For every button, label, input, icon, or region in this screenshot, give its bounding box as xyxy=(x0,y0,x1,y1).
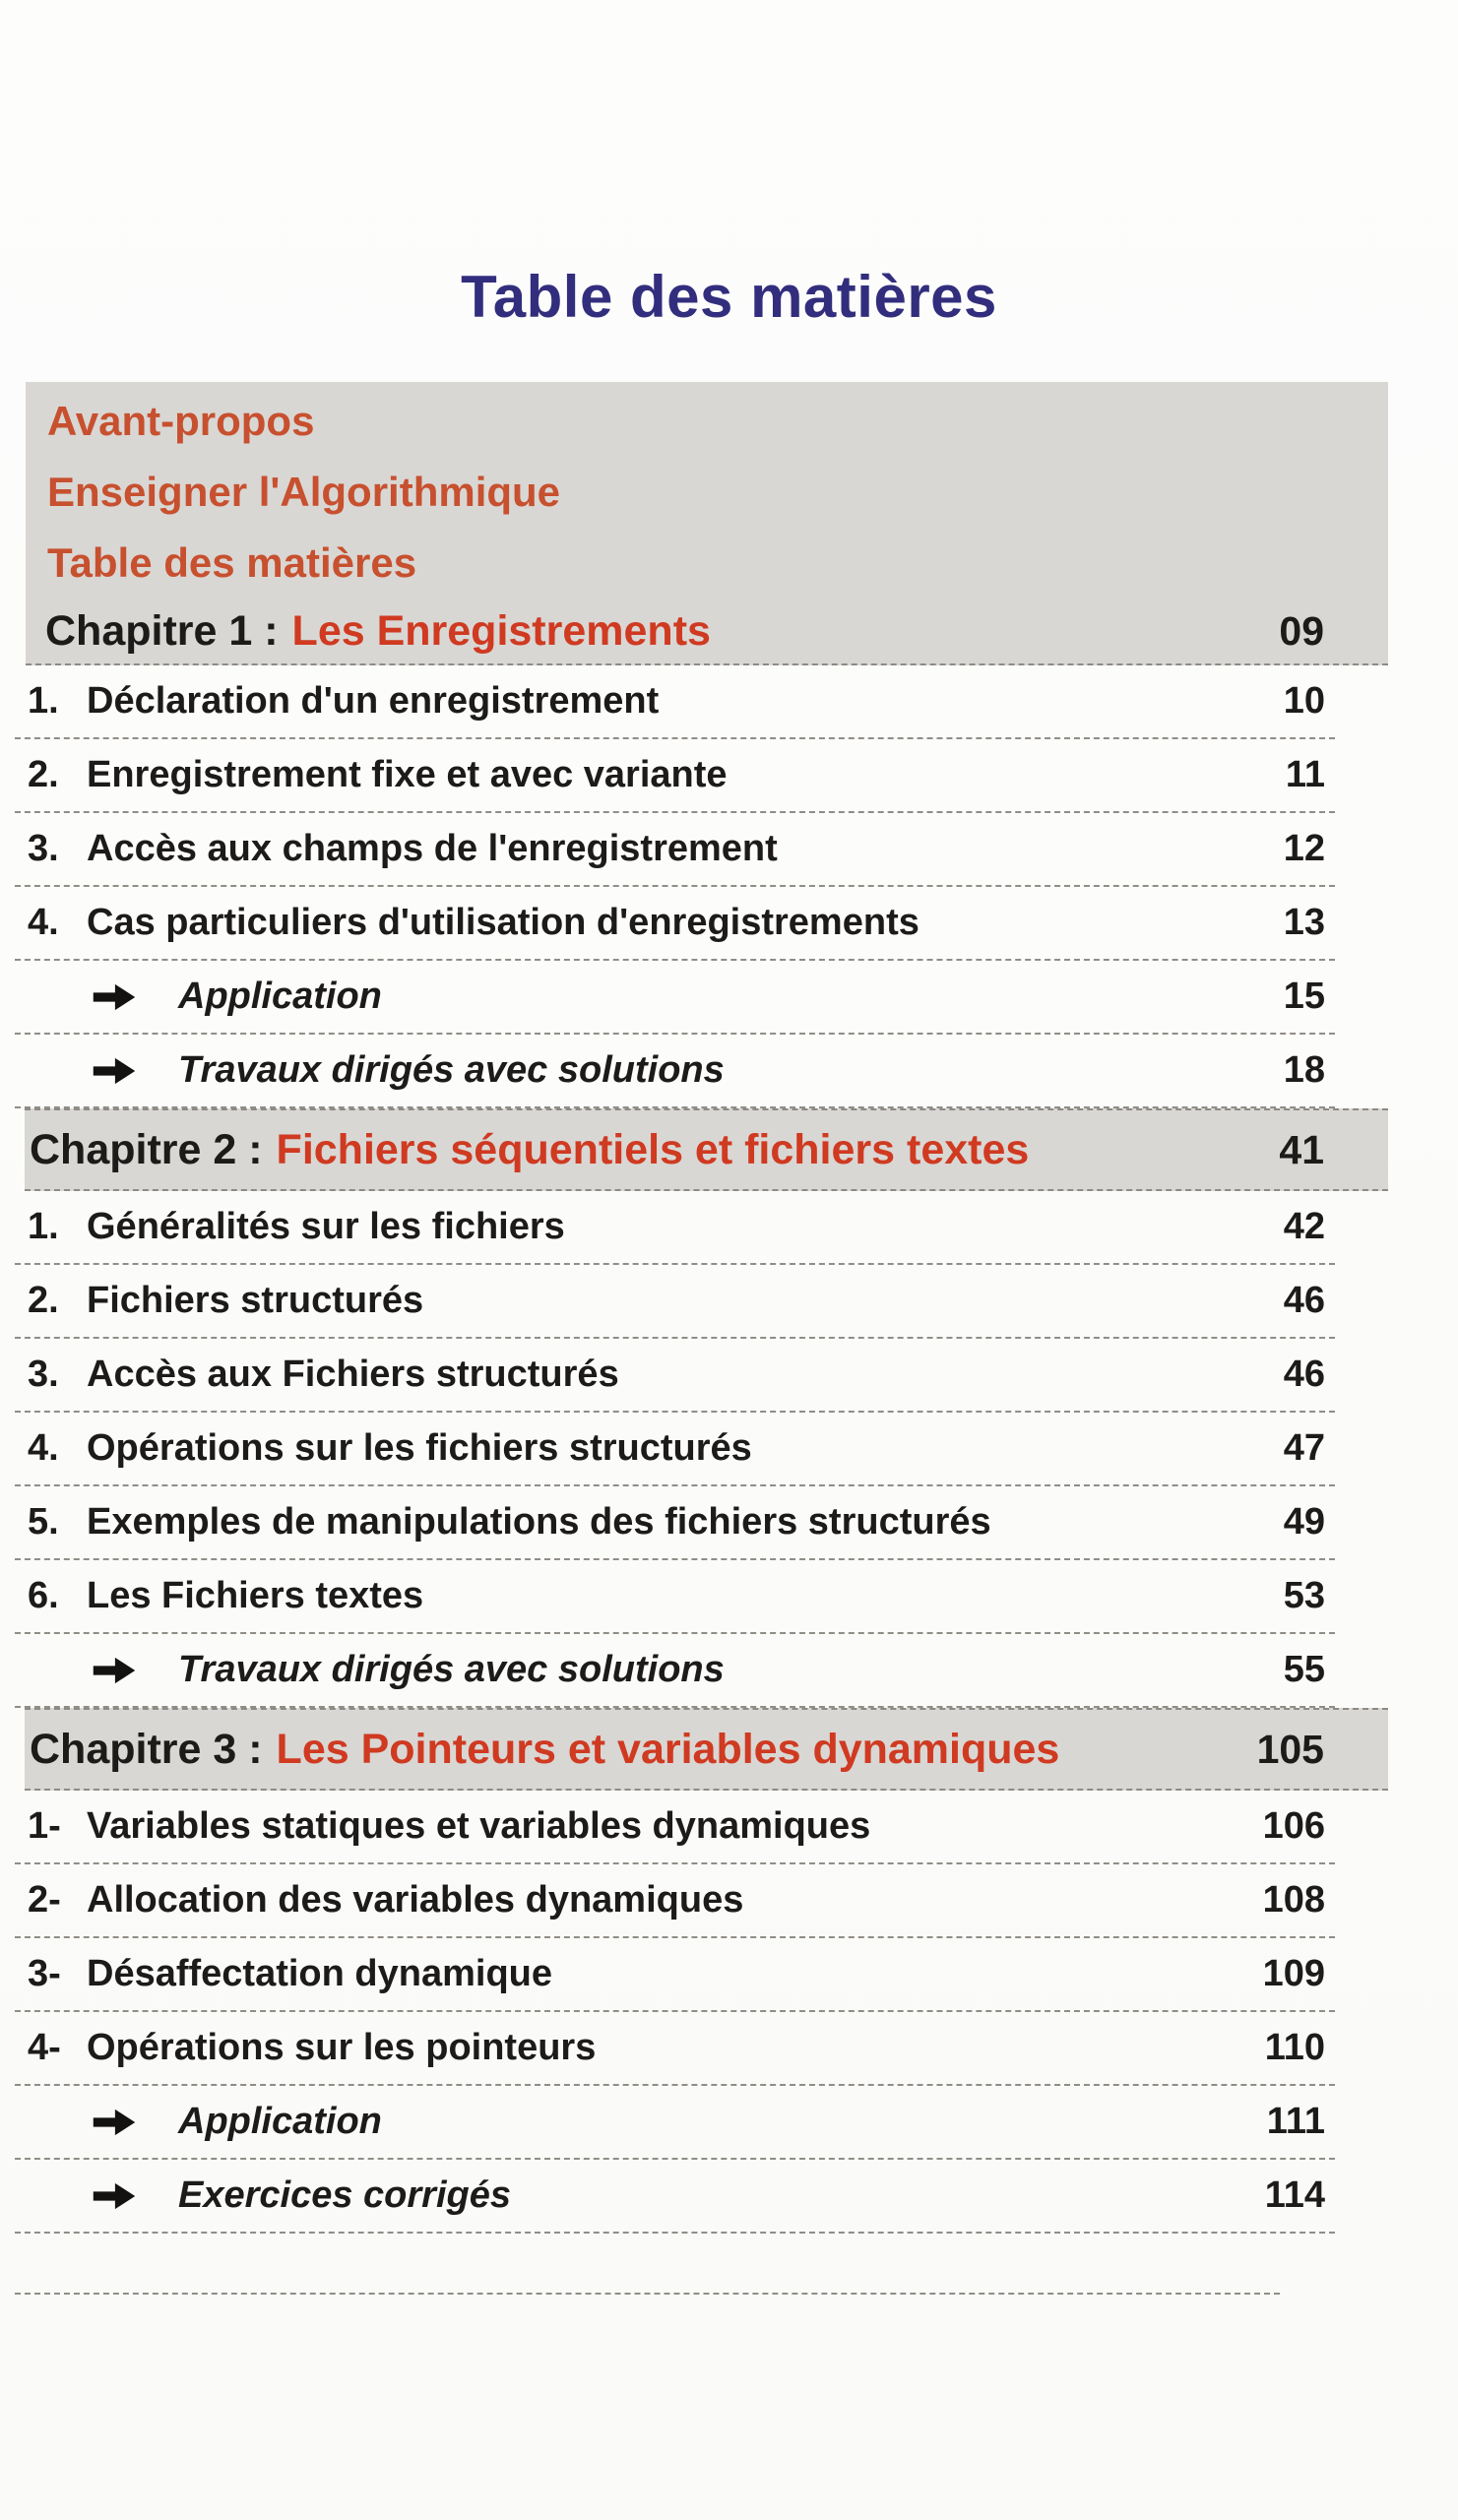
toc-entry-label: Désaffectation dynamique xyxy=(87,1953,552,1994)
chapter-title: Les Enregistrements xyxy=(291,606,711,655)
toc-entry-label: Généralités sur les fichiers xyxy=(87,1206,565,1247)
page-number: 46 xyxy=(1283,1280,1325,1321)
toc-entry-number: 3- xyxy=(28,1953,61,1994)
toc-item-row xyxy=(15,739,1335,813)
toc-entry-label: Exemples de manipulations des fichiers structurés xyxy=(87,1501,991,1543)
toc-entry-number: 5. xyxy=(28,1501,59,1543)
toc-entry-number: 1. xyxy=(28,680,59,722)
toc-item-row xyxy=(15,1339,1335,1413)
page-number: 53 xyxy=(1283,1575,1325,1616)
toc-entry-label: Travaux dirigés avec solutions xyxy=(178,1649,725,1690)
page-number: 110 xyxy=(1264,2027,1325,2068)
toc-entry-label: Enregistrement fixe et avec variante xyxy=(87,754,728,795)
toc-entry-label: Exercices corrigés xyxy=(178,2174,512,2216)
page-number: 55 xyxy=(1283,1649,1325,1690)
toc-entry-label: Fichiers structurés xyxy=(87,1280,424,1321)
page-number: 108 xyxy=(1262,1879,1325,1921)
toc-entry-number: 2. xyxy=(28,1280,59,1321)
toc-item-row xyxy=(15,1791,1335,1864)
page-number: 111 xyxy=(1266,2101,1325,2142)
toc-arrow-row xyxy=(15,961,1335,1035)
page-number: 105 xyxy=(1256,1726,1324,1772)
front-matter-band xyxy=(26,382,1388,665)
chapter-label: Chapitre 3 : xyxy=(30,1725,263,1773)
front-matter-item xyxy=(26,457,1388,528)
page-number: 47 xyxy=(1283,1427,1325,1469)
toc-list xyxy=(15,665,1335,2234)
toc-entry-label: Variables statiques et variables dynamiques xyxy=(87,1805,871,1847)
page-number: 12 xyxy=(1283,828,1325,869)
toc-entry-number: 2. xyxy=(28,754,59,795)
toc-item-row xyxy=(15,1864,1335,1938)
toc-entry-label: Travaux dirigés avec solutions xyxy=(178,1049,725,1091)
toc-entry-number: 4. xyxy=(28,1427,59,1469)
toc-arrow-row xyxy=(15,2160,1335,2234)
right-arrow-icon xyxy=(92,2108,137,2137)
toc-item-row xyxy=(15,1413,1335,1486)
page-number: 18 xyxy=(1283,1049,1325,1091)
page-number: 109 xyxy=(1262,1953,1325,1994)
toc-entry-label: Opérations sur les fichiers structurés xyxy=(87,1427,752,1469)
toc-arrow-row xyxy=(15,1634,1335,1708)
toc-item-row xyxy=(15,1191,1335,1265)
page-number: 42 xyxy=(1283,1206,1325,1247)
toc-entry-number: 3. xyxy=(28,1354,59,1395)
page-number: 13 xyxy=(1283,902,1325,943)
right-arrow-icon xyxy=(92,2181,137,2211)
front-matter-item xyxy=(26,386,1388,457)
right-arrow-icon xyxy=(92,982,137,1012)
toc-item-row xyxy=(15,1265,1335,1339)
toc-item-row xyxy=(15,887,1335,961)
toc-item-row xyxy=(15,813,1335,887)
toc-item-row xyxy=(15,2012,1335,2086)
toc-entry-label: Accès aux champs de l'enregistrement xyxy=(87,828,778,869)
chapter-title: Fichiers séquentiels et fichiers textes xyxy=(276,1125,1030,1173)
toc-entry-label: Cas particuliers d'utilisation d'enregistrements xyxy=(87,902,919,943)
chapter-heading-row xyxy=(25,1108,1388,1191)
toc-entry-label: Accès aux Fichiers structurés xyxy=(87,1354,619,1395)
page-number: 106 xyxy=(1262,1805,1325,1847)
front-matter-item-label: Enseigner l'Algorithmique xyxy=(47,469,561,515)
page-number: 09 xyxy=(1279,607,1324,654)
toc-entry-number: 2- xyxy=(28,1879,61,1921)
toc-entry-label: Opérations sur les pointeurs xyxy=(87,2027,597,2068)
toc-entry-number: 4. xyxy=(28,902,59,943)
chapter-heading-row xyxy=(25,1708,1388,1791)
page-number: 46 xyxy=(1283,1354,1325,1395)
toc-entry-number: 3. xyxy=(28,828,59,869)
toc-entry-number: 1- xyxy=(28,1805,61,1847)
page-number: 11 xyxy=(1285,754,1325,795)
front-matter-item-label: Avant-propos xyxy=(47,398,315,444)
chapter-heading-row xyxy=(26,598,1388,663)
toc-item-row xyxy=(15,665,1335,739)
toc-item-row xyxy=(15,1560,1335,1634)
page-number: 15 xyxy=(1283,976,1325,1017)
toc-item-row xyxy=(15,1938,1335,2012)
page-number: 49 xyxy=(1283,1501,1325,1543)
toc-entry-label: Application xyxy=(178,976,382,1017)
toc-entry-number: 6. xyxy=(28,1575,59,1616)
toc-entry-label: Allocation des variables dynamiques xyxy=(87,1879,744,1921)
chapter-label: Chapitre 1 : xyxy=(45,606,279,655)
toc-entry-number: 4- xyxy=(28,2027,61,2068)
toc-entry-label: Application xyxy=(178,2101,382,2142)
trailing-dashed-line xyxy=(15,2293,1280,2295)
right-arrow-icon xyxy=(92,1056,137,1086)
front-matter-item-label: Table des matières xyxy=(47,539,417,586)
toc-arrow-row xyxy=(15,2086,1335,2160)
chapter-title: Les Pointeurs et variables dynamiques xyxy=(276,1725,1060,1773)
chapter-label: Chapitre 2 : xyxy=(30,1125,263,1173)
page-number: 41 xyxy=(1279,1126,1324,1172)
page-number: 10 xyxy=(1283,680,1325,722)
toc-entry-number: 1. xyxy=(28,1206,59,1247)
front-matter-item xyxy=(26,528,1388,598)
toc-entry-label: Les Fichiers textes xyxy=(87,1575,424,1616)
page-title: Table des matières xyxy=(461,264,997,330)
toc-arrow-row xyxy=(15,1035,1335,1108)
page-number: 114 xyxy=(1264,2174,1325,2216)
toc-entry-label: Déclaration d'un enregistrement xyxy=(87,680,660,722)
right-arrow-icon xyxy=(92,1656,137,1685)
toc-item-row xyxy=(15,1486,1335,1560)
